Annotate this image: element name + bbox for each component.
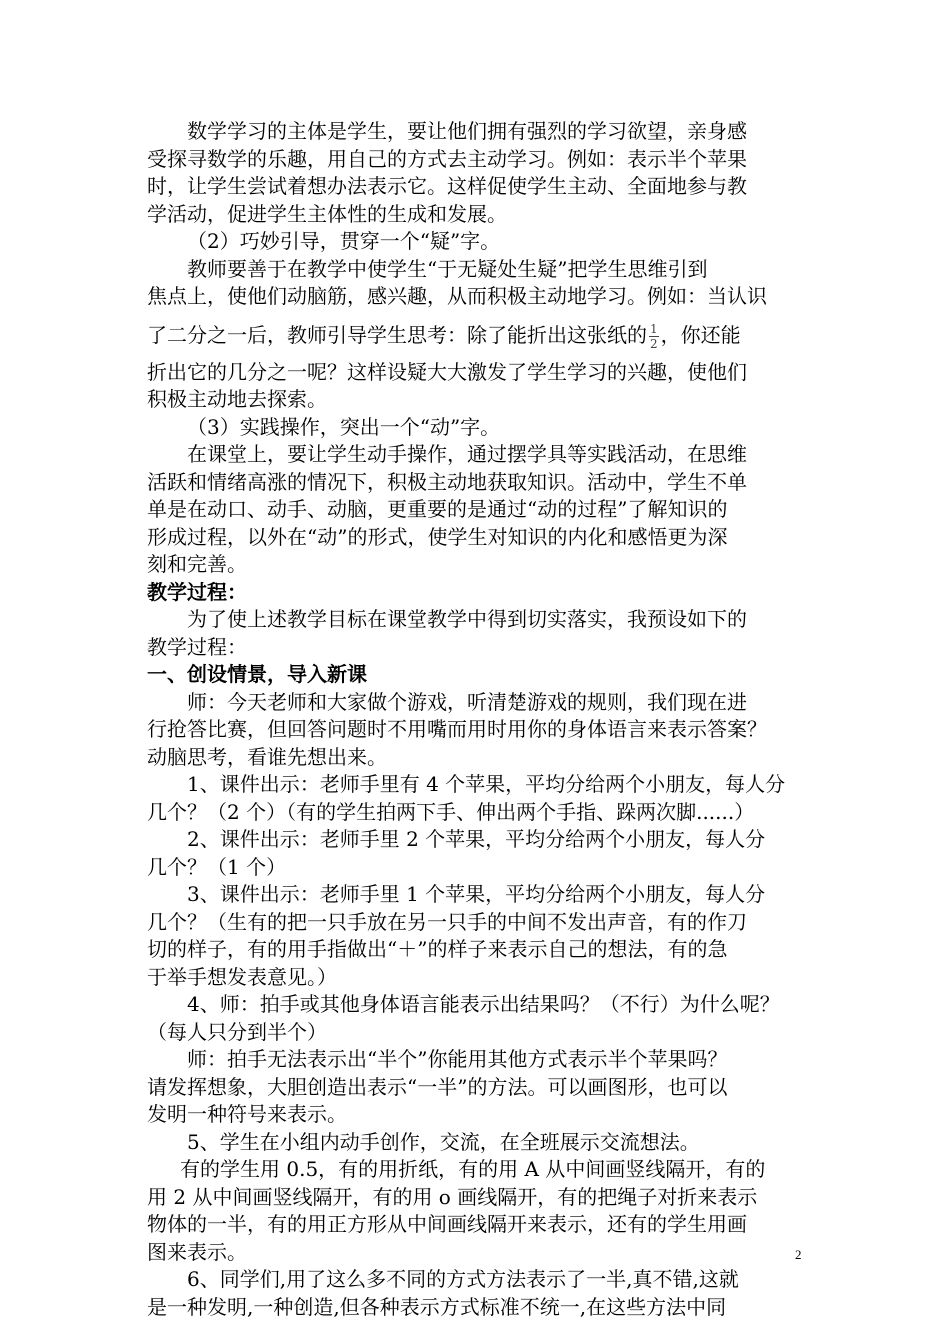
paragraph-line-with-fraction bbox=[147, 311, 807, 359]
paragraph-line: 教师要善于在教学中使学生“于无疑处生疑”把学生思维引到 bbox=[187, 256, 708, 281]
paragraph-line: 3、课件出示：老师手里 1 个苹果，平均分给两个小朋友，每人分 bbox=[187, 882, 766, 906]
paragraph-line: 焦点上，使他们动脑筋，感兴趣，从而积极主动地学习。例如：当认识 bbox=[147, 284, 767, 308]
paragraph-line: 几个？（2 个）（有的学生拍两下手、伸出两个手指、跺两次脚......） bbox=[147, 799, 755, 824]
subheading-line: （2）巧妙引导，贯穿一个“疑”字。 bbox=[187, 229, 501, 253]
paragraph-line: 教学过程： bbox=[147, 634, 247, 659]
paragraph-line: 时，让学生尝试着想办法表示它。这样促使学生主动、全面地参与教 bbox=[147, 174, 747, 198]
paragraph-line: 切的样子，有的用手指做出“＋”的样子来表示自己的想法，有的急 bbox=[147, 937, 728, 961]
paragraph-line: 数学学习的主体是学生，要让他们拥有强烈的学习欲望，亲身感 bbox=[187, 119, 747, 143]
fraction-numerator: 1 bbox=[650, 321, 658, 336]
paragraph-line: 2、课件出示：老师手里 2 个苹果，平均分给两个小朋友，每人分 bbox=[187, 827, 766, 851]
paragraph-line: 发明一种符号来表示。 bbox=[147, 1102, 347, 1126]
paragraph-line: 4、师：拍手或其他身体语言能表示出结果吗？（不行）为什么呢？ bbox=[187, 992, 780, 1016]
fraction-denominator: 2 bbox=[650, 336, 658, 351]
paragraph-line: 1、课件出示：老师手里有 4 个苹果，平均分给两个小朋友，每人分 bbox=[187, 772, 786, 796]
paragraph-line: 刻和完善。 bbox=[147, 552, 247, 576]
paragraph-line: 动脑思考，看谁先想出来。 bbox=[147, 744, 387, 769]
fraction-one-half bbox=[649, 322, 659, 351]
paragraph-line: 几个？（生有的把一只手放在另一只手的中间不发出声音，有的作刀 bbox=[147, 909, 747, 934]
paragraph-line: 物体的一半，有的用正方形从中间画线隔开来表示，还有的学生用画 bbox=[147, 1212, 747, 1236]
paragraph-line: 几个？（1 个） bbox=[147, 854, 287, 879]
paragraph-line: 形成过程，以外在“动”的形式，使学生对知识的内化和感悟更为深 bbox=[147, 524, 728, 549]
paragraph-line: 于举手想发表意见。） bbox=[147, 964, 337, 989]
page-number: 2 bbox=[795, 1247, 802, 1262]
paragraph-line: 受探寻数学的乐趣，用自己的方式去主动学习。例如：表示半个苹果 bbox=[147, 146, 747, 171]
paragraph-line: 学活动，促进学生主体性的生成和发展。 bbox=[147, 201, 507, 226]
document-body bbox=[147, 118, 807, 1321]
text-after-fraction: ，你还能 bbox=[660, 322, 741, 347]
paragraph-line: 活跃和情绪高涨的情况下，积极主动地获取知识。活动中，学生不单 bbox=[147, 469, 747, 494]
paragraph-line: 行抢答比赛，但回答问题时不用嘴而用时用你的身体语言来表示答案？ bbox=[147, 717, 767, 741]
paragraph-line: 师：拍手无法表示出“半个”你能用其他方式表示半个苹果吗？ bbox=[187, 1047, 728, 1071]
paragraph-line: 有的学生用 0.5，有的用折纸，有的用 A 从中间画竖线隔开，有的 bbox=[180, 1157, 766, 1181]
paragraph-line: 在课堂上，要让学生动手操作，通过摆学具等实践活动，在思维 bbox=[187, 442, 747, 466]
section-heading: 教学过程： bbox=[147, 579, 247, 604]
paragraph-line: 5、学生在小组内动手创作，交流，在全班展示交流想法。 bbox=[187, 1129, 700, 1154]
subheading-line: （3）实践操作，突出一个“动”字。 bbox=[187, 414, 501, 439]
paragraph-line: 是一种发明,一种创造,但各种表示方式标准不统一,在这些方法中同 bbox=[147, 1294, 727, 1319]
section-heading: 一、创设情景，导入新课 bbox=[147, 662, 367, 686]
paragraph-line: 图来表示。 bbox=[147, 1239, 247, 1264]
paragraph-line: 用 2 从中间画竖线隔开，有的用 o 画线隔开，有的把绳子对折来表示 bbox=[147, 1184, 758, 1209]
paragraph-line: 为了使上述教学目标在课堂教学中得到切实落实，我预设如下的 bbox=[187, 607, 747, 631]
paragraph-line: 单是在动口、动手、动脑，更重要的是通过“动的过程”了解知识的 bbox=[147, 497, 728, 521]
paragraph-line: 6、同学们,用了这么多不同的方式方法表示了一半,真不错,这就 bbox=[187, 1267, 739, 1291]
text-before-fraction: 了二分之一后，教师引导学生思考：除了能折出这张纸的 bbox=[147, 322, 647, 347]
paragraph-line: （每人只分到半个） bbox=[147, 1019, 327, 1044]
paragraph-line: 师：今天老师和大家做个游戏，听清楚游戏的规则，我们现在进 bbox=[187, 689, 747, 714]
paragraph-line: 积极主动地去探索。 bbox=[147, 387, 327, 411]
paragraph-line: 折出它的几分之一呢？这样设疑大大激发了学生学习的兴趣，使他们 bbox=[147, 359, 747, 384]
paragraph-line: 请发挥想象，大胆创造出表示“一半”的方法。可以画图形，也可以 bbox=[147, 1074, 728, 1099]
